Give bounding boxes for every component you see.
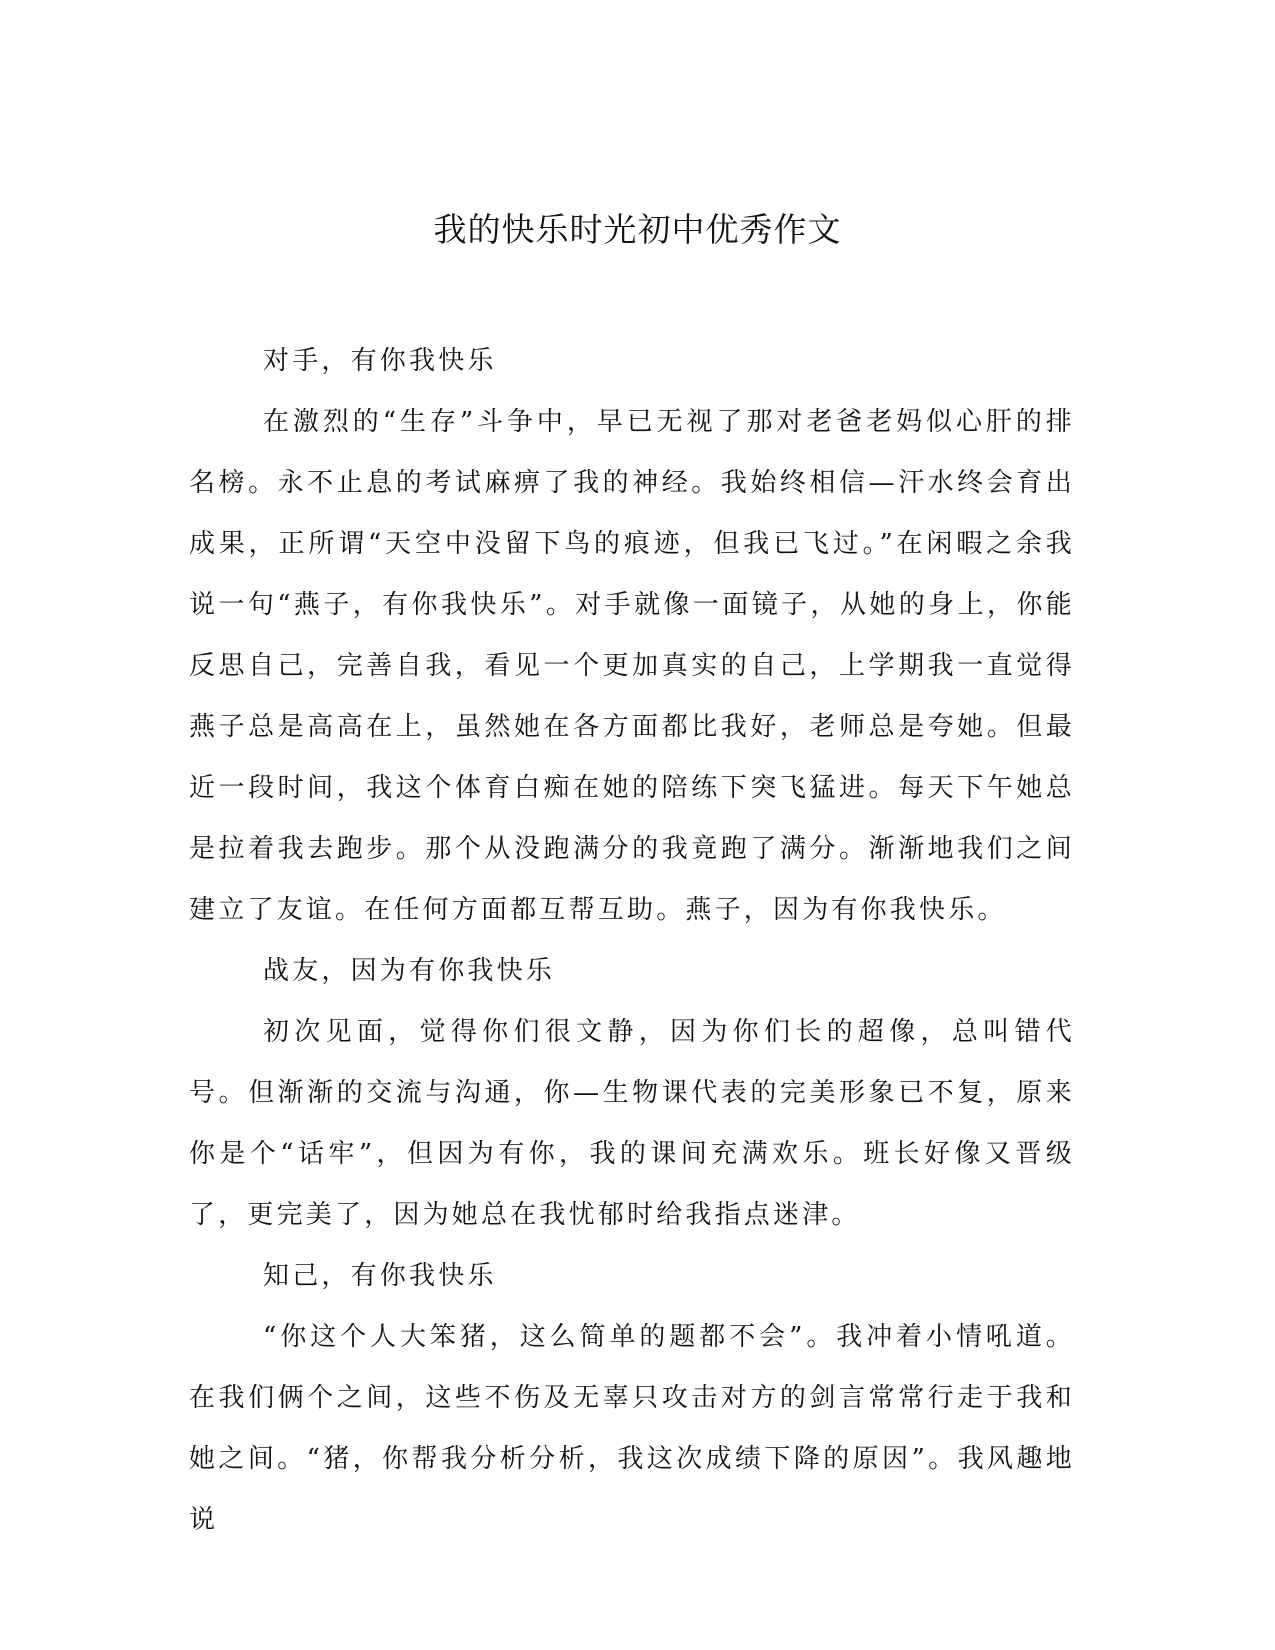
document-title: 我的快乐时光初中优秀作文	[433, 210, 842, 249]
essay-body	[189, 331, 1075, 1551]
section-heading-confidant: 知己，有你我快乐	[263, 1261, 497, 1291]
paragraph-opponent: 在激烈的“生存”斗争中，早已无视了那对老爸老妈似心肝的排名榜。永不止息的考试麻痹了我的神经。我始终相信—汗水终会育出成果，正所谓“天空中没留下鸟的痕迹，但我已飞过。”在闲暇之余我说一句“燕子，有你我快乐”。对手就像一面镜子，从她的身上，你能反思自己，完善自我，看见一个更加真实的自己，上学期我一直觉得燕子总是高高在上，虽然她在各方面都比我好，老师总是夸她。但最近一段时间，我这个体育白痴在她的陪练下突飞猛进。每天下午她总是拉着我去跑步。那个从没跑满分的我竟跑了满分。渐渐地我们之间建立了友谊。在任何方面都互帮互助。燕子，因为有你我快乐。	[189, 407, 1075, 925]
section-heading-comrade: 战友，因为有你我快乐	[263, 956, 556, 986]
paragraph-comrade: 初次见面，觉得你们很文静，因为你们长的超像，总叫错代号。但渐渐的交流与沟通，你—生物课代表的完美形象已不复，原来你是个“话牢”，但因为有你，我的课间充满欢乐。班长好像又晋级了，更完美了，因为她总在我忧郁时给我指点迷津。	[189, 1017, 1075, 1230]
paragraph-confidant: “你这个人大笨猪，这么简单的题都不会”。我冲着小情吼道。在我们俩个之间，这些不伤及无辜只攻击对方的剑言常常行走于我和她之间。“猪，你帮我分析分析，我这次成绩下降的原因”。我风趣地说	[189, 1322, 1075, 1535]
section-heading-opponent: 对手，有你我快乐	[263, 346, 497, 376]
